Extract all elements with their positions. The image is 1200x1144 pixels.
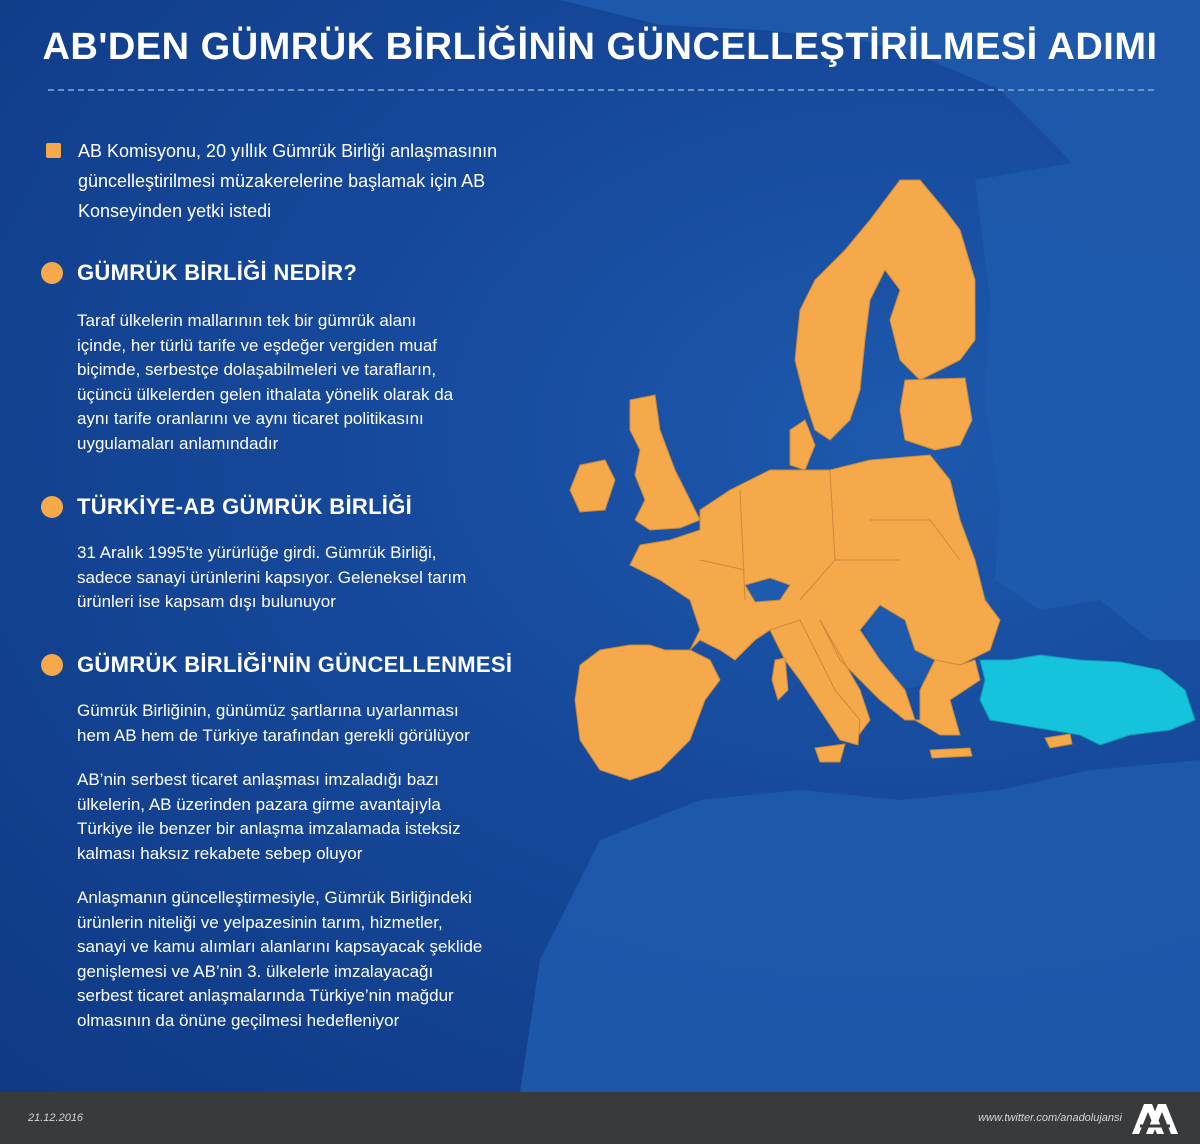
publish-date: 21.12.2016 (28, 1112, 84, 1124)
intro-block (46, 136, 516, 226)
section-paragraph: Anlaşmanın güncelleştirmesiyle, Gümrük Birliğindeki ürünlerin niteliği ve yelpazesinin tarım, hizmetler, sanayi ve kamu alımları alanlarını kapsayacak şeklide genişlemesi ve AB’nin 3. ülkelerle imzalayacağı serbest ticaret anlaşmalarında Türkiye’nin mağdur olmasının da önüne geçilmesi hedefleniyor (77, 888, 483, 1030)
section-turkey-eu-customs-union (40, 493, 530, 615)
section-customs-union-update (40, 651, 530, 1033)
section-paragraph: Gümrük Birliğinin, günümüz şartlarına uyarlanması hem AB hem de Türkiye tarafından gerekli görülüyor (77, 701, 470, 745)
anadolu-agency-logo-icon (1130, 1100, 1180, 1136)
sicily (815, 744, 845, 762)
intro-text: AB Komisyonu, 20 yıllık Gümrük Birliği anlaşmasının güncelleştirilmesi müzakerelerine başlamak için AB Konseyinden yetki istedi (78, 141, 498, 221)
twitter-link[interactable]: www.twitter.com/anadolujansi (978, 1112, 1122, 1124)
ireland (570, 460, 615, 512)
footer-bar (0, 1092, 1200, 1144)
crete (930, 748, 972, 758)
section-text: Taraf ülkelerin mallarının tek bir gümrük alanı içinde, her türlü tarife ve eşdeğer vergiden muaf biçimde, serbestçe dolaşabilmeleri ve tarafların, üçüncü ülkelerden gelen ithalata yönelik olarak da aynı tarife oranlarını ve aynı ticaret politikasını uygulamaları anlamındadır (77, 311, 454, 453)
continental-eu (575, 455, 1000, 780)
bullet-dot-icon (41, 496, 63, 518)
sardinia (772, 658, 788, 700)
title-divider (48, 89, 1154, 91)
section-text: 31 Aralık 1995'te yürürlüğe girdi. Gümrük Birliği, sadece sanayi ürünlerini kapsıyor. Geleneksel tarım ürünleri ise kapsam dışı bulunuyor (77, 543, 467, 611)
section-paragraph: AB’nin serbest ticaret anlaşması imzaladığı bazı ülkelerin, AB üzerinden pazara girme avantajıyla Türkiye ile benzer bir anlaşma imzalamada isteksiz kalması haksız rekabete sebep oluyor (77, 770, 461, 863)
section-heading: GÜMRÜK BİRLİĞİ NEDİR? (77, 260, 358, 285)
bullet-dot-icon (41, 654, 63, 676)
turkey (980, 655, 1195, 745)
section-heading: GÜMRÜK BİRLİĞİ'NİN GÜNCELLENMESİ (77, 652, 513, 677)
uk (630, 395, 700, 530)
denmark (790, 420, 815, 470)
square-bullet-icon (46, 143, 61, 158)
baltics (900, 378, 972, 450)
page-title: AB'DEN GÜMRÜK BİRLİĞİNİN GÜNCELLEŞTİRİLMESİ ADIMI (42, 26, 1158, 68)
section-heading: TÜRKİYE-AB GÜMRÜK BİRLİĞİ (77, 494, 413, 519)
cyprus (1045, 734, 1072, 748)
bullet-dot-icon (41, 262, 63, 284)
section-what-is-customs-union (40, 259, 530, 456)
